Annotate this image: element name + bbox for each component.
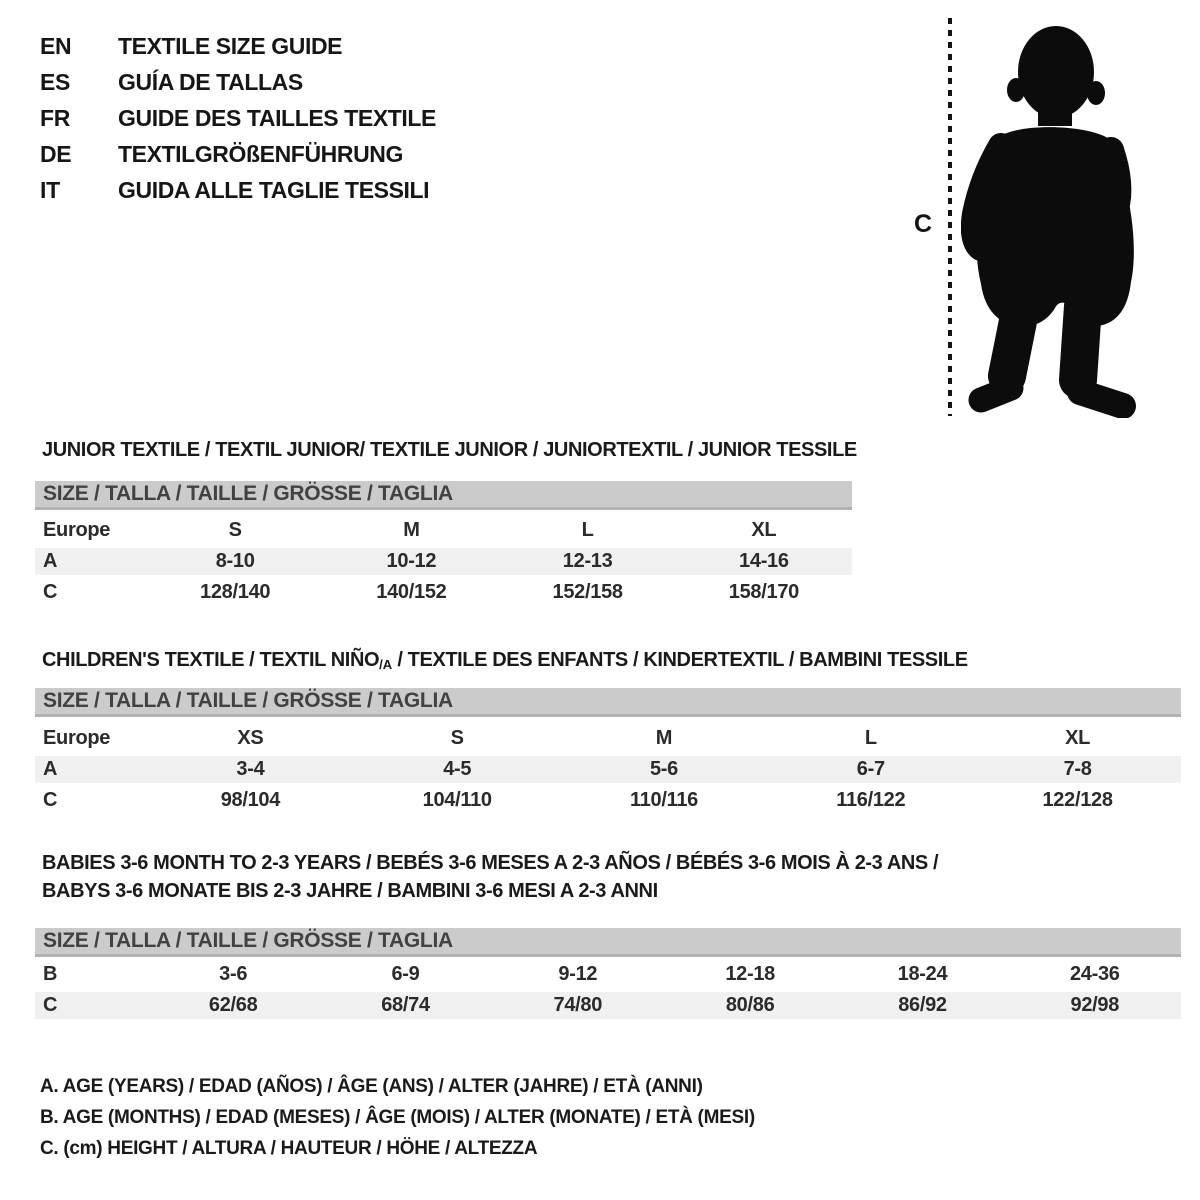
table-cell: 116/122 <box>836 789 906 811</box>
table-cell: XS <box>237 727 264 749</box>
guide-title: GUIDE DES TAILLES TEXTILE <box>118 104 436 131</box>
measure-label: C <box>914 210 933 238</box>
size-bar <box>35 928 1181 957</box>
table-cell: 3-6 <box>219 963 248 985</box>
table-cell: XL <box>751 519 777 541</box>
language-code: EN <box>40 32 72 59</box>
table-row <box>35 959 1181 990</box>
table-cell: 18-24 <box>897 963 948 985</box>
table-cell: 86/92 <box>898 994 947 1016</box>
language-row <box>40 28 436 64</box>
section-title <box>42 849 1181 905</box>
language-code: DE <box>40 140 72 167</box>
table-cell: 14-16 <box>739 550 789 572</box>
section-title <box>42 646 1181 676</box>
table-cell: 122/128 <box>1042 789 1113 811</box>
title-text: CHILDREN'S TEXTILE / TEXTIL NIÑO <box>42 649 380 671</box>
table-cell: 12-18 <box>725 963 775 985</box>
note-line: A. AGE (YEARS) / EDAD (AÑOS) / ÂGE (ANS) / ALTER (JAHRE) / ETÀ (ANNI) <box>40 1076 703 1097</box>
table-cell: S <box>450 727 464 749</box>
row-label: C <box>43 994 58 1016</box>
table-cell: 140/152 <box>376 581 447 603</box>
guide-title: GUIDA ALLE TAGLIE TESSILI <box>118 176 430 203</box>
title-text: BABYS 3-6 MONATE BIS 2-3 JAHRE / BAMBINI 3-6 MESI A 2-3 ANNI <box>42 880 658 902</box>
row-label: A <box>43 550 58 572</box>
row-label: Europe <box>43 727 111 749</box>
table-cell: 10-12 <box>386 550 437 572</box>
table-cell: S <box>228 519 242 541</box>
table-row <box>35 723 1181 754</box>
table-cell: 9-12 <box>558 963 598 985</box>
table-cell: 62/68 <box>208 994 258 1016</box>
table-cell: 80/86 <box>725 994 775 1016</box>
table-cell: L <box>581 519 594 541</box>
table-row <box>35 754 1181 785</box>
table-cell: 128/140 <box>200 581 271 603</box>
table-cell: 24-36 <box>1069 963 1120 985</box>
table-cell: 158/170 <box>728 581 799 603</box>
table-cell: 5-6 <box>649 758 678 780</box>
table-cell: 6-7 <box>856 758 885 780</box>
guide-title: GUÍA DE TALLAS <box>118 68 303 95</box>
guide-title: TEXTILGRÖßENFÜHRUNG <box>118 140 403 167</box>
language-list <box>40 28 436 208</box>
table-cell: 98/104 <box>220 789 281 811</box>
height-measure-line <box>948 18 952 416</box>
table-cell: L <box>864 727 877 749</box>
size-bar <box>35 688 1181 717</box>
table-cell: 3-4 <box>236 758 265 780</box>
note-line: B. AGE (MONTHS) / EDAD (MESES) / ÂGE (MOIS) / ALTER (MONATE) / ETÀ (MESI) <box>40 1107 755 1128</box>
title-text: / TEXTILE DES ENFANTS / KINDERTEXTIL / BAMBINI TESSILE <box>392 649 968 671</box>
title-text: BABIES 3-6 MONTH TO 2-3 YEARS / BEBÉS 3-6 MESES A 2-3 AÑOS / BÉBÉS 3-6 MOIS À 2-3 ANS / <box>42 852 939 874</box>
note-line: C. (cm) HEIGHT / ALTURA / HAUTEUR / HÖHE / ALTEZZA <box>40 1138 538 1159</box>
row-label: B <box>43 963 58 985</box>
title-text: JUNIOR TEXTILE / TEXTIL JUNIOR/ TEXTILE JUNIOR / JUNIORTEXTIL / JUNIOR TESSILE <box>42 439 857 461</box>
language-code: FR <box>40 104 71 131</box>
size-table <box>35 959 1181 1021</box>
notes <box>40 1071 755 1164</box>
table-cell: 12-13 <box>562 550 613 572</box>
table-cell: 6-9 <box>391 963 420 985</box>
table-cell: 152/158 <box>552 581 623 603</box>
table-row <box>35 515 852 546</box>
table-cell: M <box>655 727 673 749</box>
table-cell: M <box>403 519 420 541</box>
guide-title: TEXTILE SIZE GUIDE <box>118 32 343 59</box>
table-cell: 8-10 <box>215 550 255 572</box>
language-row <box>40 100 436 136</box>
row-label: A <box>43 758 58 780</box>
table-row <box>35 577 852 608</box>
size-table <box>35 723 1181 816</box>
language-code: IT <box>40 176 60 203</box>
language-code: ES <box>40 68 71 95</box>
size-bar-label: SIZE / TALLA / TAILLE / GRÖSSE / TAGLIA <box>43 929 453 952</box>
section-title-line <box>42 877 1181 905</box>
size-table <box>35 515 852 608</box>
table-cell: 92/98 <box>1070 994 1120 1016</box>
table-row <box>35 546 852 577</box>
section-title-line <box>42 646 1181 676</box>
table-cell: 104/110 <box>422 789 492 811</box>
section-title-line <box>42 849 1181 877</box>
row-label: C <box>43 789 58 811</box>
row-label: C <box>43 581 58 603</box>
section-title-line <box>42 436 857 464</box>
table-cell: 4-5 <box>443 758 472 780</box>
section-title <box>42 436 857 464</box>
table-cell: 7-8 <box>1063 758 1092 780</box>
title-text: /A <box>379 657 393 672</box>
language-row <box>40 64 436 100</box>
size-bar-label: SIZE / TALLA / TAILLE / GRÖSSE / TAGLIA <box>43 689 453 712</box>
table-row <box>35 990 1181 1021</box>
table-row <box>35 785 1181 816</box>
table-cell: XL <box>1065 727 1091 749</box>
language-row <box>40 136 436 172</box>
language-row <box>40 172 436 208</box>
table-cell: 68/74 <box>381 994 430 1016</box>
toddler-silhouette-icon <box>961 14 1147 418</box>
table-cell: 74/80 <box>553 994 603 1016</box>
size-bar <box>35 481 852 510</box>
table-cell: 110/116 <box>629 789 698 811</box>
size-bar-label: SIZE / TALLA / TAILLE / GRÖSSE / TAGLIA <box>43 482 453 505</box>
row-label: Europe <box>43 519 111 541</box>
